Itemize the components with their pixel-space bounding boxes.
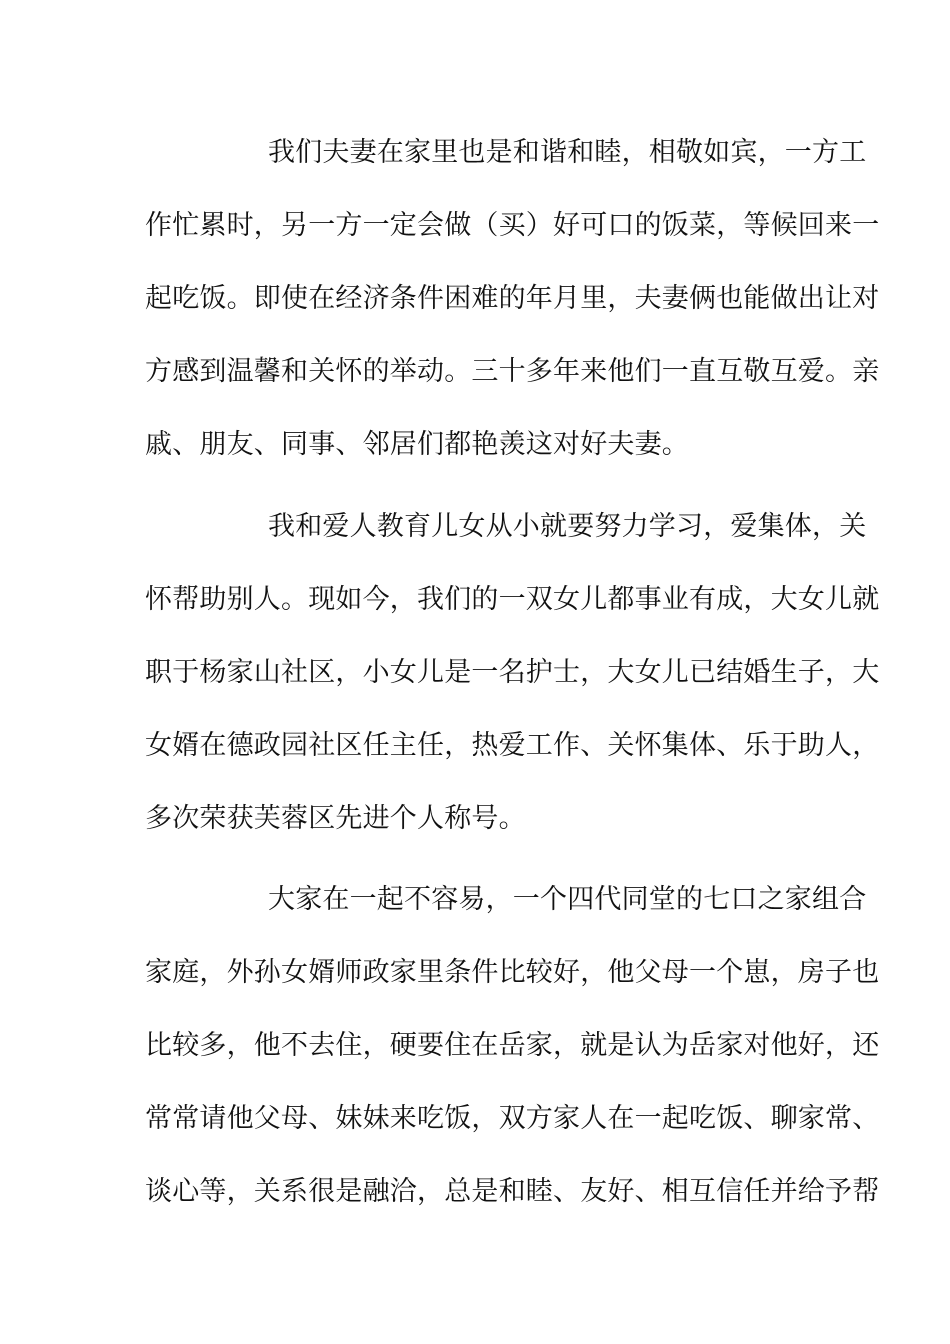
text-line: 我们夫妻在家里也是和谐和睦，相敬如宾，一方工 [268,137,867,168]
text-line: 怀帮助别人。现如今，我们的一双女儿都事业有成，大女儿就 [145,584,880,615]
text-line: 谈心等，关系很是融洽，总是和睦、友好、相互信任并给予帮 [145,1176,880,1207]
text-line: 比较多，他不去住，硬要住在岳家，就是认为岳家对他好，还 [145,1030,880,1061]
text-line: 女婿在德政园社区任主任，热爱工作、关怀集体、乐于助人， [145,730,880,761]
text-line: 起吃饭。即使在经济条件困难的年月里，夫妻俩也能做出让对 [145,283,880,314]
text-line: 戚、朋友、同事、邻居们都艳羡这对好夫妻。 [145,429,689,460]
text-line: 我和爱人教育儿女从小就要努力学习，爱集体，关 [268,511,867,542]
text-line: 作忙累时，另一方一定会做（买）好可口的饭菜，等候回来一 [145,210,880,241]
text-line: 方感到温馨和关怀的举动。三十多年来他们一直互敬互爱。亲 [145,356,880,387]
text-line: 职于杨家山社区，小女儿是一名护士，大女儿已结婚生子，大 [145,657,880,688]
text-line: 大家在一起不容易，一个四代同堂的七口之家组合 [268,884,867,915]
text-line: 多次荣获芙蓉区先进个人称号。 [145,803,526,834]
text-line: 常常请他父母、妹妹来吃饭，双方家人在一起吃饭、聊家常、 [145,1103,880,1134]
text-line: 家庭，外孙女婿师政家里条件比较好，他父母一个崽，房子也 [145,957,880,988]
